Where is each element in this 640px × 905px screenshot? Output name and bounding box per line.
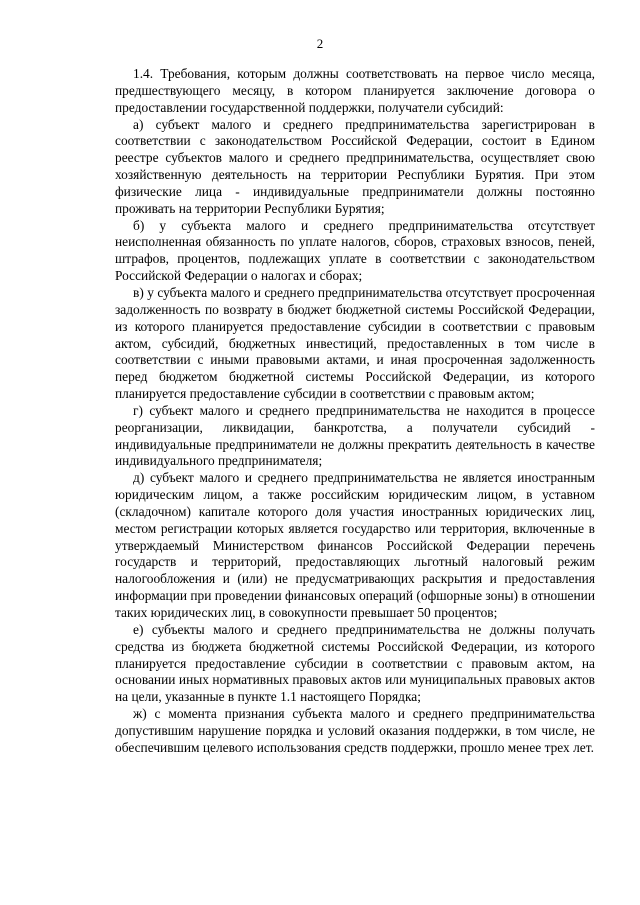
page-number: 2 (316, 36, 324, 51)
paragraph-zh: ж) с момента признания субъекта малого и среднего предпринимательства допустившим нарушение порядка и условий оказания поддержки, в том числе, не обеспечившим целевого использования средств поддержки, прошло менее трех лет. (115, 706, 595, 755)
paragraph-a: а) субъект малого и среднего предпринимательства зарегистрирован в соответствии с законодательством Российской Федерации, состоит в Едином реестре субъектов малого и среднего предпринимательства, осуществляет свою хозяйственную деятельность на территории Республики Бурятия. При этом физические лица - индивидуальные предприниматели должны постоянно проживать на территории Республики Бурятия; (115, 116, 595, 216)
document-body (115, 66, 595, 757)
paragraph-d: д) субъект малого и среднего предпринимательства не является иностранным юридическим лицом, а также российским юридическим лицом, в уставном (складочном) капитале которого доля участия иностранных юридических лиц, местом регистрации которых является государство или территория, включенные в утверждаемый Министерством финансов Российской Федерации перечень государств и территорий, предоставляющих льготный налоговый режим налогообложения и (или) не предусматривающих раскрытия и предоставления информации при проведении финансовых операций (офшорные зоны) в отношении таких юридических лиц, в совокупности превышает 50 процентов; (115, 470, 595, 620)
paragraph-e: е) субъекты малого и среднего предпринимательства не должны получать средства из бюджета бюджетной системы Российской Федерации, из которого планируется предоставление субсидии в соответствии с правовым актом, на основании иных нормативных правовых актов или муниципальных правовых актов на цели, указанные в пункте 1.1 настоящего Порядка; (115, 621, 595, 705)
paragraph-1-4: 1.4. Требования, которым должны соответствовать на первое число месяца, предшествующего месяцу, в котором планируется заключение договора о предоставлении государственной поддержки, получатели субсидий: (115, 66, 595, 115)
paragraph-b: б) у субъекта малого и среднего предпринимательства отсутствует неисполненная обязанность по уплате налогов, сборов, страховых взносов, пеней, штрафов, процентов, подлежащих уплате в соответствии с законодательством Российской Федерации о налогах и сборах; (115, 217, 595, 284)
paragraph-v: в) у субъекта малого и среднего предпринимательства отсутствует просроченная задолженность по возврату в бюджет бюджетной системы Российской Федерации, из которого планируется предоставление субсидии в соответствии с правовым актом, субсидий, бюджетных инвестиций, предоставленных в том числе в соответствии с иными правовыми актами, и иная просроченная задолженность перед бюджетом бюджетной системы Российской Федерации, из которого планируется предоставление субсидии в соответствии с правовым актом; (115, 284, 595, 402)
paragraph-g: г) субъект малого и среднего предпринимательства не находится в процессе реорганизации, ликвидации, банкротства, а получатели субсидий - индивидуальные предприниматели не должны прекратить деятельность в качестве индивидуального предпринимателя; (115, 402, 595, 469)
